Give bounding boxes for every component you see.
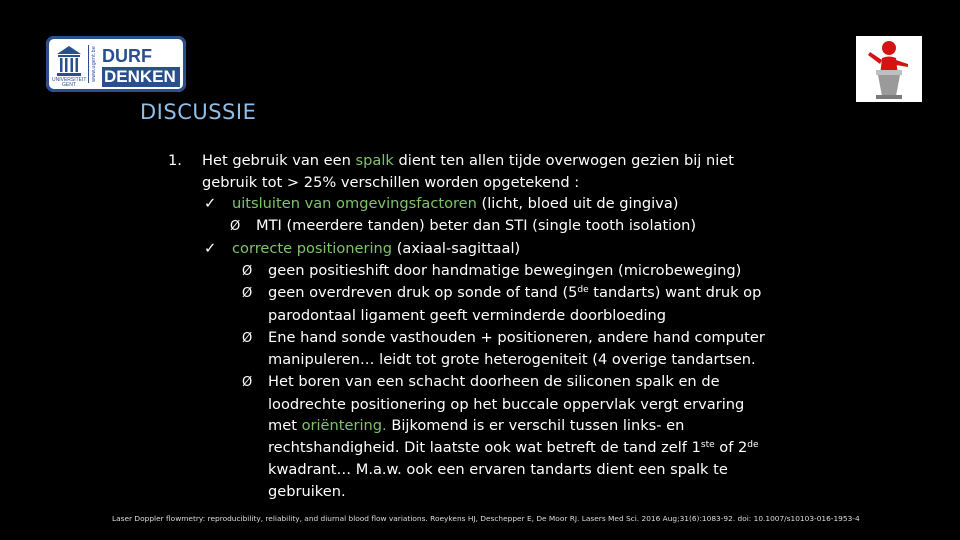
logo-word-durf: DURF [102, 46, 152, 66]
text: Het gebruik van een [202, 152, 356, 169]
logo-word-denken: DENKEN [102, 67, 180, 87]
text: tandarts) want druk op [588, 284, 762, 302]
bullet-druk-continuation: parodontaal ligament geeft verminderde doorbloeding [268, 306, 667, 324]
text: of 2 [714, 439, 748, 457]
text: geen positieshift door handmatige bewegingen (microbeweging) [268, 261, 742, 279]
speaker-podium-icon [856, 36, 922, 102]
arrow-bullet-icon: Ø [230, 219, 241, 235]
university-label: UNIVERSITEIT GENT [52, 77, 87, 88]
highlight-omgevingsfactoren: uitsluiten van omgevingsfactoren [232, 195, 477, 213]
check-icon: ✓ [204, 239, 217, 257]
slide-content [168, 150, 808, 502]
bullet-positieshift [168, 260, 808, 283]
bullet-boren-line3 [168, 415, 808, 437]
bullet-boren [168, 371, 808, 394]
check-icon: ✓ [204, 195, 217, 213]
bullet-hand-sonde [168, 327, 808, 350]
text: Bijkomend is er verschil tussen links- en [386, 417, 685, 435]
logo-vertical-text: www.ugent.be [91, 46, 97, 82]
highlight-spalk: spalk [355, 152, 394, 169]
text: met [268, 417, 302, 435]
arrow-bullet-icon: Ø [242, 330, 253, 346]
text: (axiaal-sagittaal) [392, 239, 521, 257]
bullet-boren-line2: loodrechte positionering op het buccale oppervlak vergt ervaring [268, 395, 745, 413]
text: dient ten allen tijde overwogen gezien bij niet [393, 152, 735, 169]
logo-divider [88, 45, 89, 83]
text: Ene hand sonde vasthouden + positioneren, andere hand computer [268, 328, 765, 346]
slide-title: DISCUSSIE [140, 100, 257, 124]
list-number: 1. [168, 152, 182, 169]
bullet-boren-line5: kwadrant… M.a.w. ook een ervaren tandarts dient een spalk te [268, 460, 728, 478]
text: geen overdreven druk op sonde of tand (5 [268, 284, 578, 302]
highlight-orientering: oriëntering. [301, 417, 387, 435]
text: (licht, bloed uit de gingiva) [476, 195, 679, 213]
highlight-positionering: correcte positionering [232, 239, 393, 257]
sub-item-omgevingsfactoren [168, 193, 808, 215]
text: MTI (meerdere tanden) beter dan STI (single tooth isolation) [256, 217, 697, 235]
superscript: de [747, 440, 759, 451]
list-item-1-continuation: gebruik tot > 25% verschillen worden opgetekend : [202, 173, 580, 191]
superscript: ste [700, 440, 715, 451]
arrow-bullet-icon: Ø [242, 263, 253, 279]
bullet-boren-line6: gebruiken. [268, 482, 346, 500]
text: Het boren van een schacht doorheen de siliconen spalk en de [268, 373, 720, 391]
bullet-druk [168, 282, 808, 305]
bullet-boren-line4 [168, 437, 808, 459]
bullet-hand-sonde-continuation: manipuleren… leidt tot grote heterogeniteit (4 overige tandartsen. [268, 351, 756, 369]
durf-denken-logo [46, 36, 186, 92]
arrow-bullet-icon: Ø [242, 375, 253, 391]
sub-item-positionering [168, 238, 808, 260]
text: rechtshandigheid. Dit laatste ook wat betreft de tand zelf 1 [268, 439, 701, 457]
footer-citation: Laser Doppler flowmetry: reproducibility, reliability, and diurnal blood flow variations. Roeykens HJ, Deschepper E, De Moor RJ. Lasers Med Sci. 2016 Aug;31(6):1083-92. doi: 10.1007/s10103-016-1953-4 [112, 514, 860, 523]
bullet-mti [168, 215, 808, 238]
list-item-1 [168, 150, 808, 172]
arrow-bullet-icon: Ø [242, 286, 253, 302]
superscript: de [577, 285, 589, 296]
